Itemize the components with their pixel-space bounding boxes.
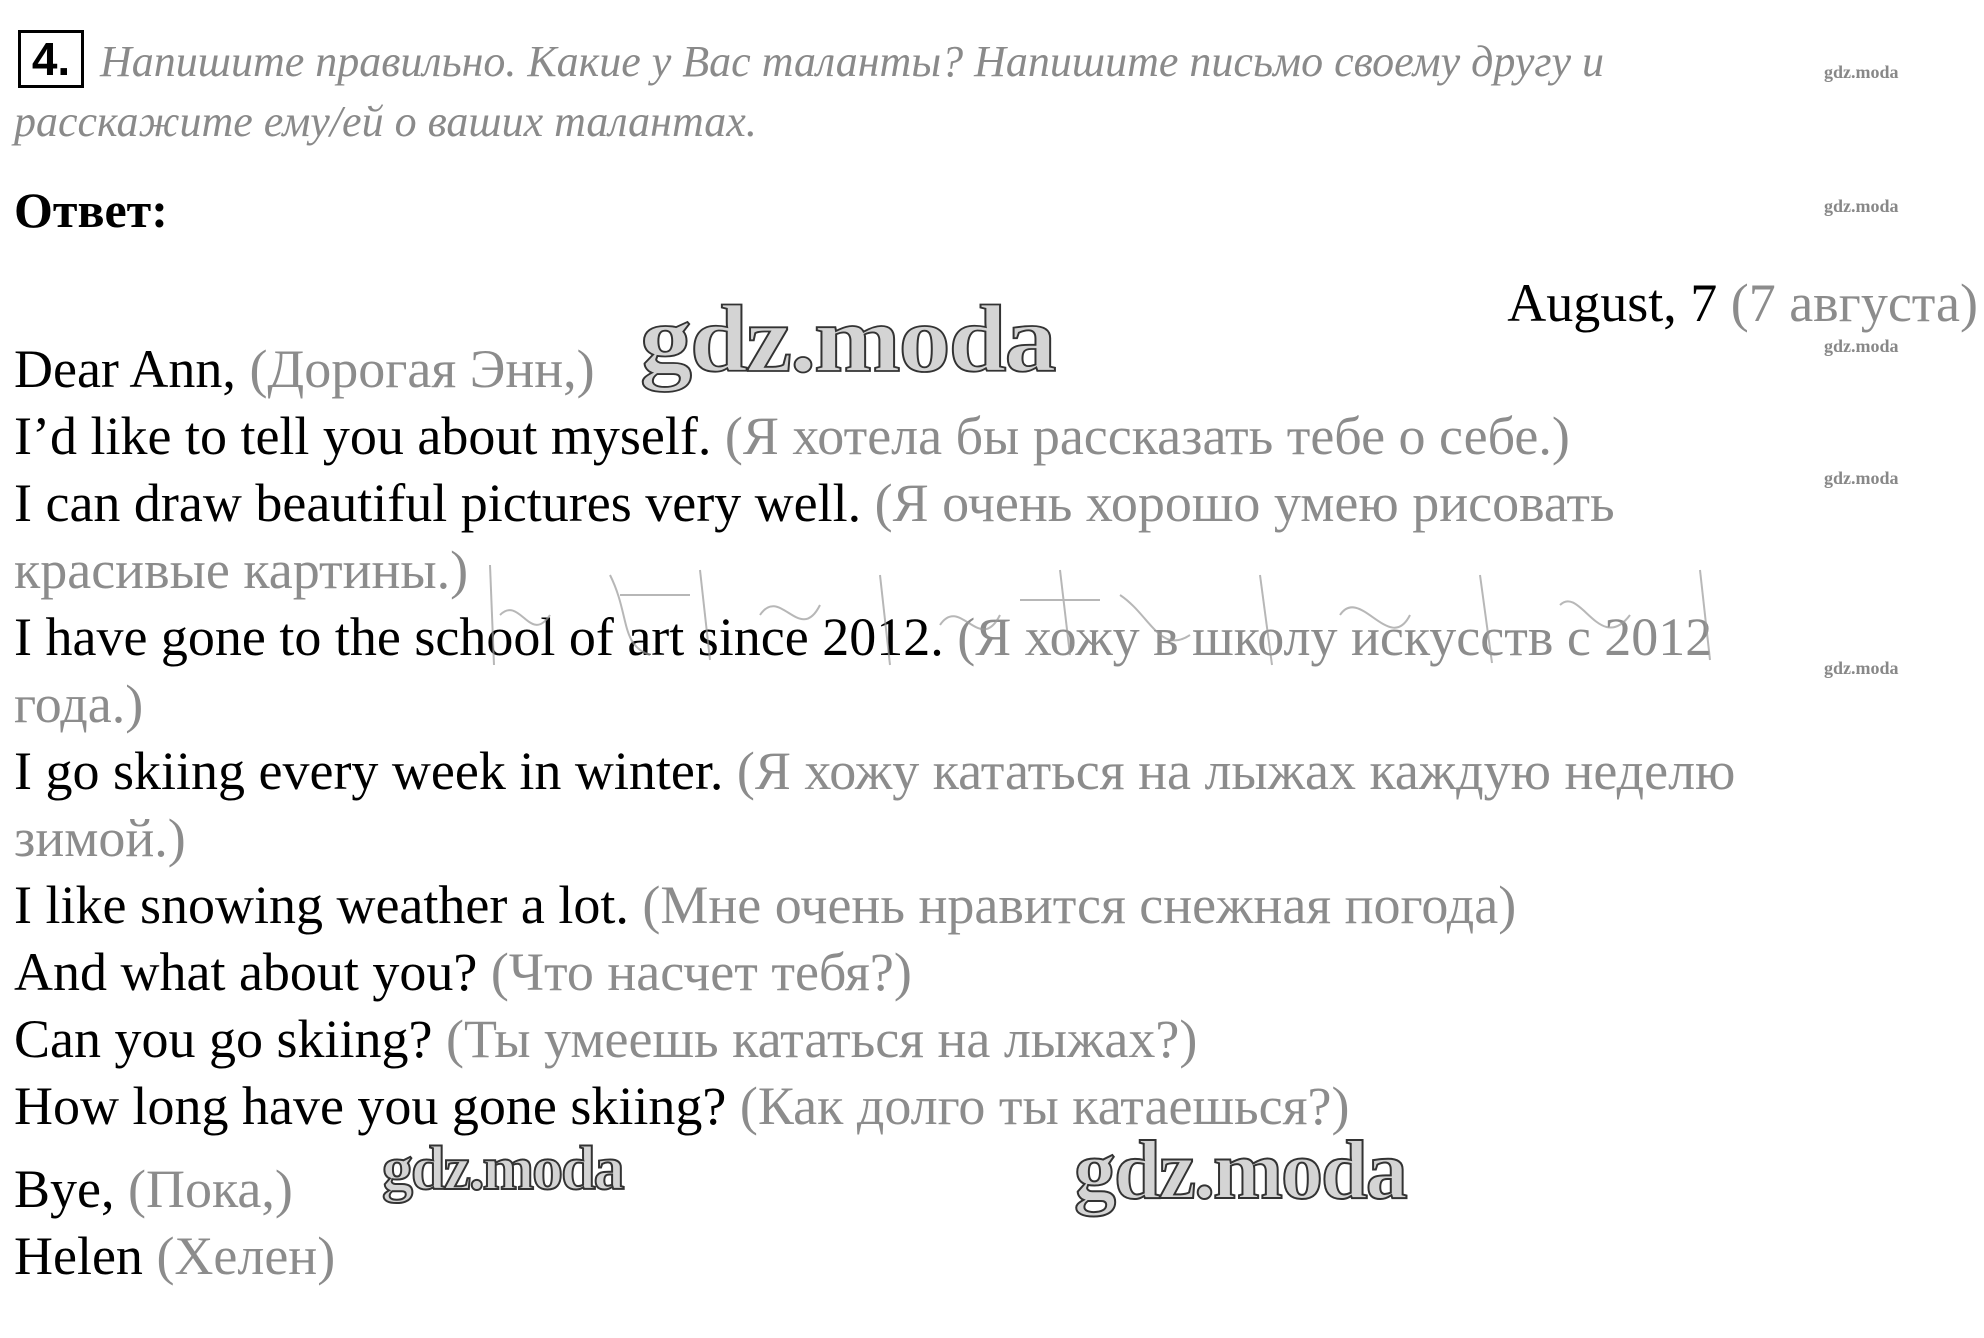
- letter-line: [14, 872, 1516, 938]
- line-en: I’d like to tell you about myself.: [14, 406, 712, 466]
- line-ru: (Я очень хорошо умею рисовать: [874, 473, 1615, 533]
- watermark-big: gdz.moda: [382, 1135, 623, 1203]
- line-en: How long have you gone skiing?: [14, 1076, 727, 1136]
- line-ru: (Ты умеешь кататься на лыжах?): [445, 1009, 1198, 1069]
- letter-line: [14, 805, 186, 871]
- letter-line: [14, 1156, 293, 1222]
- line-en: I can draw beautiful pictures very well.: [14, 473, 862, 533]
- letter-line: [14, 939, 912, 1005]
- letter-line: [14, 738, 1735, 804]
- letter-line: [14, 336, 595, 402]
- letter-date-ru: (7 августа): [1730, 273, 1978, 333]
- letter-line: [14, 1223, 335, 1289]
- line-en: Can you go skiing?: [14, 1009, 433, 1069]
- watermark-small: gdz.moda: [1824, 196, 1899, 216]
- line-en: Helen: [14, 1226, 143, 1286]
- letter-line: [14, 537, 468, 603]
- task-instruction-line2: расскажите ему/ей о ваших талантах.: [14, 97, 757, 146]
- line-ru: (Хелен): [156, 1226, 336, 1286]
- letter-date-en: August, 7: [1507, 273, 1718, 333]
- line-ru: (Дорогая Энн,): [249, 339, 595, 399]
- task-number: 4.: [18, 30, 84, 88]
- letter-line: [14, 470, 1615, 536]
- task-instruction-line1: Напишите правильно. Какие у Вас таланты? Напишите письмо своему другу и: [100, 37, 1605, 86]
- watermark-small: gdz.moda: [1824, 336, 1899, 356]
- line-en: I like snowing weather a lot.: [14, 875, 629, 935]
- line-ru: (Я хожу кататься на лыжах каждую неделю: [736, 741, 1736, 801]
- letter-date: [1507, 270, 1978, 336]
- line-ru: (Пока,): [128, 1159, 293, 1219]
- watermark-small: gdz.moda: [1824, 658, 1899, 678]
- letter-line: [14, 1006, 1197, 1072]
- line-en: Dear Ann,: [14, 339, 236, 399]
- line-ru: (Я хотела бы рассказать тебе о себе.): [724, 406, 1570, 466]
- line-ru: (Я хожу в школу искусств с 2012: [957, 607, 1713, 667]
- letter-line: [14, 403, 1570, 469]
- watermark-big: gdz.moda: [1074, 1124, 1406, 1217]
- line-ru: (Мне очень нравится снежная погода): [642, 875, 1517, 935]
- line-ru: красивые картины.): [14, 540, 469, 600]
- watermark-big: gdz.moda: [640, 286, 1055, 393]
- line-en: I go skiing every week in winter.: [14, 741, 724, 801]
- line-ru: (Как долго ты катаешься?): [739, 1076, 1350, 1136]
- answer-label: Ответ:: [14, 182, 168, 238]
- watermark-small: gdz.moda: [1824, 468, 1899, 488]
- line-ru: (Что насчет тебя?): [490, 942, 912, 1002]
- line-en: Bye,: [14, 1159, 115, 1219]
- watermark-sketch-strokes: [460, 555, 1820, 675]
- line-ru: зимой.): [14, 808, 186, 868]
- line-en: I have gone to the school of art since 2012.: [14, 607, 944, 667]
- watermark-small: gdz.moda: [1824, 62, 1899, 82]
- line-en: And what about you?: [14, 942, 478, 1002]
- letter-line: [14, 671, 143, 737]
- line-ru: года.): [14, 674, 144, 734]
